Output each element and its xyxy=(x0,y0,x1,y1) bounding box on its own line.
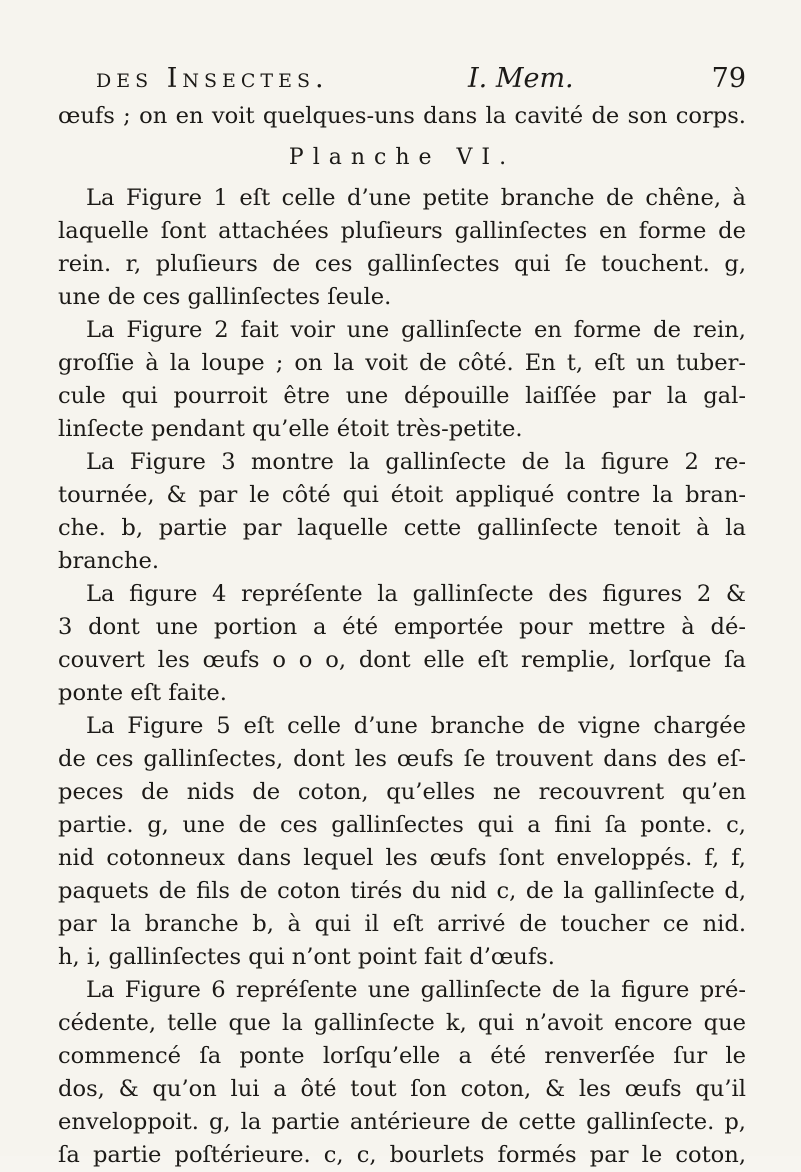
text-line: che. b, partie par laquelle cette gallinſecte tenoit à la xyxy=(58,515,746,541)
running-head xyxy=(96,62,746,96)
text-line: branche. xyxy=(58,548,160,574)
text-line: œufs ; on en voit quelques-uns dans la cavité de son corps. xyxy=(58,103,746,129)
text-line: rein. r, pluſieurs de ces gallinſectes qui ſe touchent. g, xyxy=(58,251,746,277)
text-line: enveloppoit. g, la partie antérieure de cette gallinſecte. p, xyxy=(58,1109,746,1135)
text-line: cédente, telle que la gallinſecte k, qui n’avoit encore que xyxy=(58,1010,746,1036)
text-line: ponte eſt faite. xyxy=(58,680,227,706)
text-line: La Figure 1 eſt celle d’une petite branche de chêne, à xyxy=(86,185,746,211)
body-text xyxy=(58,100,746,1172)
text-line: dos, & qu’on lui a ôté tout ſon coton, & les œufs qu’il xyxy=(58,1076,746,1102)
text-line: tournée, & par le côté qui étoit appliqué contre la bran- xyxy=(58,482,746,508)
text-line: La Figure 2 fait voir une gallinſecte en forme de rein, xyxy=(86,317,746,343)
text-line: groſſie à la loupe ; on la voit de côté. En t, eſt un tuber- xyxy=(58,350,746,376)
memoir-number: I. Mem. xyxy=(468,63,574,94)
text-line: 3 dont une portion a été emportée pour mettre à dé- xyxy=(58,614,746,640)
text-line: La Figure 5 eſt celle d’une branche de vigne chargée xyxy=(86,713,746,739)
text-line: une de ces gallinſectes ſeule. xyxy=(58,284,392,310)
text-line: par la branche b, à qui il eſt arrivé de toucher ce nid. xyxy=(58,911,746,937)
plate-heading: Planche VI. xyxy=(288,145,516,170)
text-line: commencé ſa ponte lorſqu’elle a été renverſée ſur le xyxy=(58,1043,746,1069)
text-line: couvert les œufs o o o, dont elle eſt remplie, lorſque ſa xyxy=(58,647,746,673)
text-line: linſecte pendant qu’elle étoit très-petite. xyxy=(58,416,523,442)
text-line: partie. g, une de ces gallinſectes qui a fini ſa ponte. c, xyxy=(58,812,746,838)
text-line: de ces gallinſectes, dont les œufs ſe trouvent dans des eſ- xyxy=(58,746,746,772)
text-line: La Figure 6 repréſente une gallinſecte de la figure pré- xyxy=(86,977,746,1003)
text-line: h, i, gallinſectes qui n’ont point fait d’œufs. xyxy=(58,944,555,970)
text-line: cule qui pourroit être une dépouille laiſſée par la gal- xyxy=(58,383,746,409)
text-line: laquelle ſont attachées pluſieurs gallinſectes en forme de xyxy=(58,218,746,244)
text-line: nid cotonneux dans lequel les œufs ſont enveloppés. f, f, xyxy=(58,845,746,871)
text-line: peces de nids de coton, qu’elles ne recouvrent qu’en xyxy=(58,779,746,805)
text-line: ſa partie poſtérieure. c, c, bourlets formés par le coton, xyxy=(58,1142,746,1168)
text-line: La figure 4 repréſente la gallinſecte des figures 2 & xyxy=(86,581,746,607)
running-title: des Insectes. xyxy=(96,63,329,94)
text-line: paquets de fils de coton tirés du nid c, de la gallinſecte d, xyxy=(58,878,746,904)
page-number: 79 xyxy=(711,63,746,94)
text-line: La Figure 3 montre la gallinſecte de la figure 2 re- xyxy=(86,449,746,475)
